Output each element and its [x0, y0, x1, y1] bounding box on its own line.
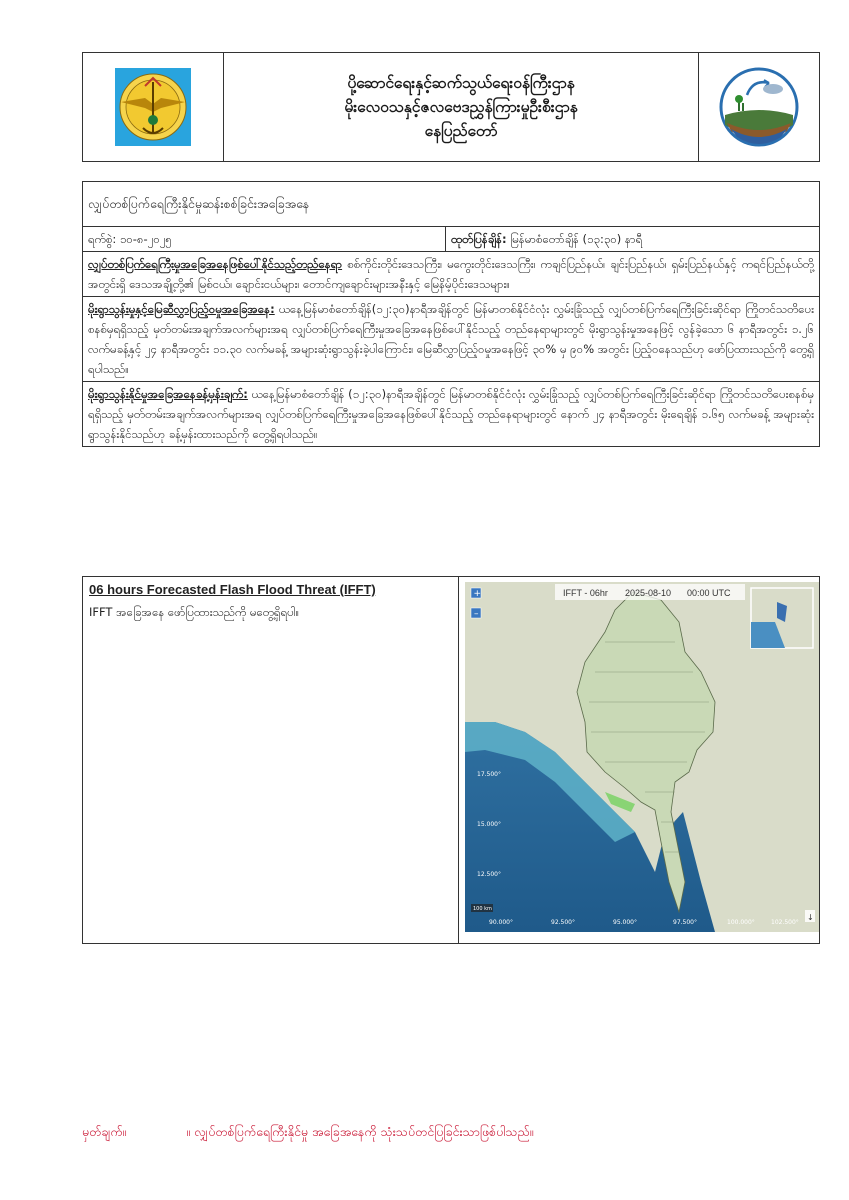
ifft-map — [465, 582, 819, 932]
city-name: နေပြည်တော် — [424, 122, 498, 140]
left-logo-cell — [83, 53, 224, 162]
ifft-map-cell — [459, 577, 820, 944]
forecast-section — [83, 382, 820, 447]
ministry-name: ပို့ဆောင်ရေးနှင့်ဆက်သွယ်ရေးဝန်ကြီးဌာန — [347, 74, 575, 92]
ifft-text-cell — [83, 577, 459, 944]
areas-text: စစ်ကိုင်းတိုင်းဒေသကြီး၊ မကွေးတိုင်းဒေသကြီး၊ ကချင်ပြည်နယ်၊ ချင်းပြည်နယ်၊ ရှမ်းပြည်နယ်နှင့် ကရင်ပြည်နယ်တို့အတွင်းရှိ ဒေသအချို့တို့၏ မြစ်ငယ်၊ ချောင်းငယ်များ၊ တောင်ကျချောင်းများအနီးနှင့် မြေနိမ့်ပိုင်းဒေသများ။ — [88, 257, 814, 291]
lon-label: 100.000° — [727, 919, 755, 926]
issue-time-value: မြန်မာစံတော်ချိန် (၁၃:၃၀) နာရီ — [510, 232, 643, 246]
ifft-table — [82, 576, 820, 944]
forecast-text: ယနေ့မြန်မာစံတော်ချိန် (၁၂:၃၀)နာရီအချိန်တွင် မြန်မာတစ်နိုင်ငံလုံး လွှမ်းခြုံသည့် လျှပ်တစ်ပြက်ရေကြီးခြင်းဆိုင်ရာ ကြိုတင်သတိပေးစနစ်မှရရှိသည့် မှတ်တမ်းအချက်အလက်များအရ လျှပ်တစ်ပြက်ရေကြီးမှုအခြေအနေဖြစ်ပေါ်နိုင်သည့် တည်နေရာများတွင် နောက် ၂၄ နာရီအတွင်း မိုးရေချိန် ၁.၆၅ လက်မခန့် အများဆုံး ရွာသွန်းနိုင်သည်ဟု ခန့်မှန်းထားသည်ကို တွေ့ရှိရပါသည်။ — [88, 387, 814, 441]
lat-label: 17.500° — [477, 771, 501, 778]
lat-label: 12.500° — [477, 871, 501, 878]
ministry-emblem-icon — [115, 68, 191, 146]
map-title: IFFT - 06hr — [563, 588, 608, 598]
department-name: မိုးလေဝသနှင့်ဇလဗေဒညွှန်ကြားမှုဦးစီးဌာန — [344, 98, 578, 116]
map-date: 2025-08-10 — [625, 588, 672, 598]
areas-heading: လျှပ်တစ်ပြက်ရေကြီးမှုအခြေအနေဖြစ်ပေါ်နိုင်သည့်တည်နေရာ — [88, 257, 343, 271]
rainfall-text: ယနေ့မြန်မာစံတော်ချိန်(၁၂:၃၀)နာရီအချိန်တွင် မြန်မာတစ်နိုင်ငံလုံး လွှမ်းခြုံသည့် လျှပ်တစ်ပြက်ရေကြီးခြင်းဆိုင်ရာ ကြိုတင်သတိပေးစနစ်မှရရှိသည့် မှတ်တမ်းအချက်အလက်များအရ လျှပ်တစ်ပြက်ရေကြီးမှုအခြေအနေဖြစ်ပေါ်နိုင်သည့် တည်နေရာများတွင် မိုးရွာသွန်းမှုအနေဖြင့် လွန်ခဲ့သော ၆ နာရီအတွင်း ၁.၂၆ လက်မခန့်နှင့် ၂၄ နာရီအတွင်း ၁၁.၃၀ လက်မခန့် အများဆုံးရွာသွန်းခဲ့ပါကြောင်း၊ မြေဆီလွှာပြည့်ဝမှုအနေဖြင့် ၃၀% မှ ၉၀% အတွင်း ပြည့်ဝနေသည်ဟု ဖော်ပြထားသည်ကို တွေ့ရှိရပါသည်။ — [88, 302, 815, 376]
ifft-title: 06 hours Forecasted Flash Flood Threat (IFFT) — [89, 582, 376, 597]
bulletin-table — [82, 181, 820, 447]
issue-time-cell — [446, 227, 820, 252]
rainfall-section — [83, 297, 820, 382]
lon-label: 102.500° — [771, 919, 799, 926]
lon-label: 92.500° — [551, 919, 575, 926]
zoom-in-icon: + — [473, 589, 482, 599]
header-table — [82, 52, 820, 162]
footer-label: မှတ်ချက်။ — [82, 1124, 127, 1139]
map-time: 00:00 UTC — [687, 588, 731, 598]
zoom-out-icon: – — [474, 609, 479, 619]
areas-section — [83, 252, 820, 297]
bulletin-title: လျှပ်တစ်ပြက်ရေကြီးနိုင်မှုဆန်းစစ်ခြင်းအခြေအနေ — [83, 182, 820, 227]
ifft-map-canvas — [465, 582, 819, 932]
download-icon: ↓ — [807, 913, 814, 922]
date-value: ၁၀-၈-၂၀၂၅ — [119, 232, 172, 246]
lat-label: 15.000° — [477, 821, 501, 828]
lon-label: 95.000° — [613, 919, 637, 926]
date-cell — [83, 227, 446, 252]
footer-note — [82, 1124, 533, 1143]
footer-text: ။ လျှပ်တစ်ပြက်ရေကြီးနိုင်မှု အခြေအနေကို သုံးသပ်တင်ပြခြင်းသာဖြစ်ပါသည်။ — [186, 1124, 534, 1139]
header-title-cell — [224, 53, 699, 162]
lon-label: 97.500° — [673, 919, 697, 926]
rainfall-heading: မိုးရွာသွန်းမှုနှင့်မြေဆီလွှာပြည့်ဝမှုအခြေအနေ: — [88, 302, 275, 316]
right-logo-cell — [699, 53, 820, 162]
hydrological-cycle-icon — [717, 65, 801, 149]
date-label: ရက်စွဲ: — [88, 232, 117, 246]
ifft-note: IFFT အခြေအနေ ဖော်ပြထားသည်ကို မတွေ့ရှိရပါ။ — [89, 605, 300, 619]
lon-label: 90.000° — [489, 919, 513, 926]
forecast-heading: မိုးရွာသွန်းနိုင်မှုအခြေအနေခန့်မှန်းချက်: — [88, 387, 248, 401]
scale-label: 100 km — [473, 906, 492, 912]
issue-time-label: ထုတ်ပြန်ချိန်: — [451, 232, 507, 246]
